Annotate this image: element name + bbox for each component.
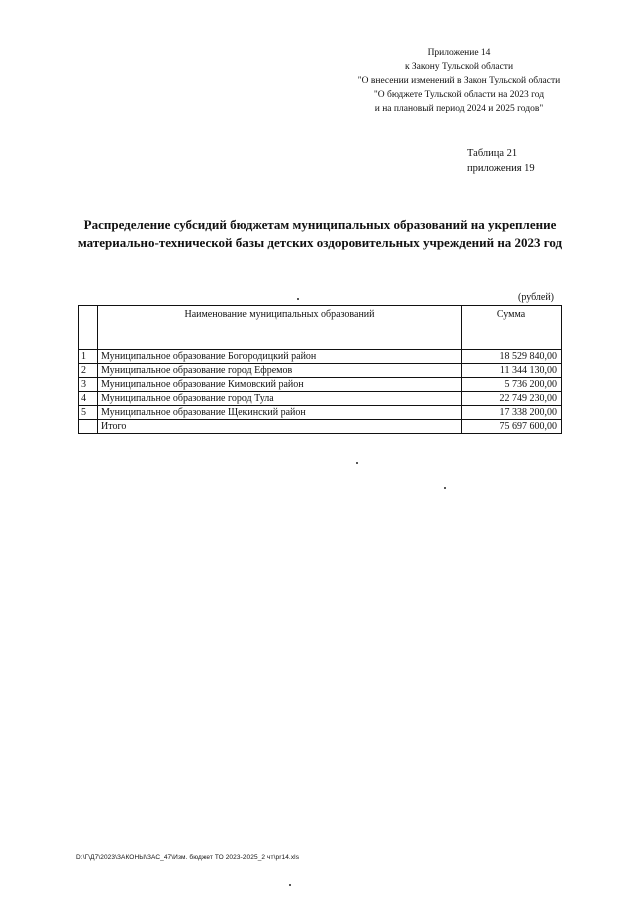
appendix-number: приложения 19 [467, 163, 535, 174]
scan-speck [444, 487, 446, 489]
row-name: Муниципальное образование город Тула [98, 392, 462, 406]
scan-speck [356, 462, 358, 464]
appendix-line: и на плановый период 2024 и 2025 годов" [374, 104, 544, 114]
appendix-line: "О внесении изменений в Закон Тульской области [357, 76, 561, 86]
table-row [79, 406, 562, 420]
subsidy-table [78, 305, 562, 434]
table-row [79, 392, 562, 406]
row-name: Муниципальное образование Щекинский район [98, 406, 462, 420]
table-number: Таблица 21 [467, 148, 518, 159]
file-path-footer: D:\Г\Д7\2023\ЗАКОНЫ\ЗАС_47\Изм. бюджет ТО 2023-2025_2 чт\рr14.xls [76, 854, 300, 861]
scan-speck [289, 884, 291, 886]
total-amount: 75 697 600,00 [462, 420, 562, 434]
table-row [79, 378, 562, 392]
table-row [79, 350, 562, 364]
row-number: 4 [79, 392, 98, 406]
row-amount: 18 529 840,00 [462, 350, 562, 364]
appendix-line: к Закону Тульской области [404, 62, 514, 72]
row-amount: 22 749 230,00 [462, 392, 562, 406]
row-number: 5 [79, 406, 98, 420]
appendix-line: "О бюджете Тульской области на 2023 год [373, 90, 545, 100]
scan-speck [297, 298, 299, 300]
row-name: Муниципальное образование Кимовский район [98, 378, 462, 392]
appendix-line: Приложение 14 [427, 48, 491, 58]
header-amount: Сумма [462, 306, 562, 350]
row-number: 2 [79, 364, 98, 378]
table-reference [467, 146, 535, 176]
row-name: Муниципальное образование город Ефремов [98, 364, 462, 378]
title-line: материально-технической базы детских оздоровительных учреждений на 2023 год [77, 235, 563, 250]
header-number [79, 306, 98, 350]
total-number [79, 420, 98, 434]
table-row [79, 364, 562, 378]
currency-unit: (рублей) [518, 292, 555, 303]
row-amount: 17 338 200,00 [462, 406, 562, 420]
row-number: 3 [79, 378, 98, 392]
total-label: Итого [98, 420, 462, 434]
appendix-reference [300, 46, 618, 116]
document-title [60, 216, 580, 252]
table-total-row [79, 420, 562, 434]
row-name: Муниципальное образование Богородицкий район [98, 350, 462, 364]
header-name: Наименование муниципальных образований [98, 306, 462, 350]
row-amount: 5 736 200,00 [462, 378, 562, 392]
row-amount: 11 344 130,00 [462, 364, 562, 378]
title-line: Распределение субсидий бюджетам муниципальных образований на укрепление [83, 217, 557, 232]
table-header-row [79, 306, 562, 350]
row-number: 1 [79, 350, 98, 364]
